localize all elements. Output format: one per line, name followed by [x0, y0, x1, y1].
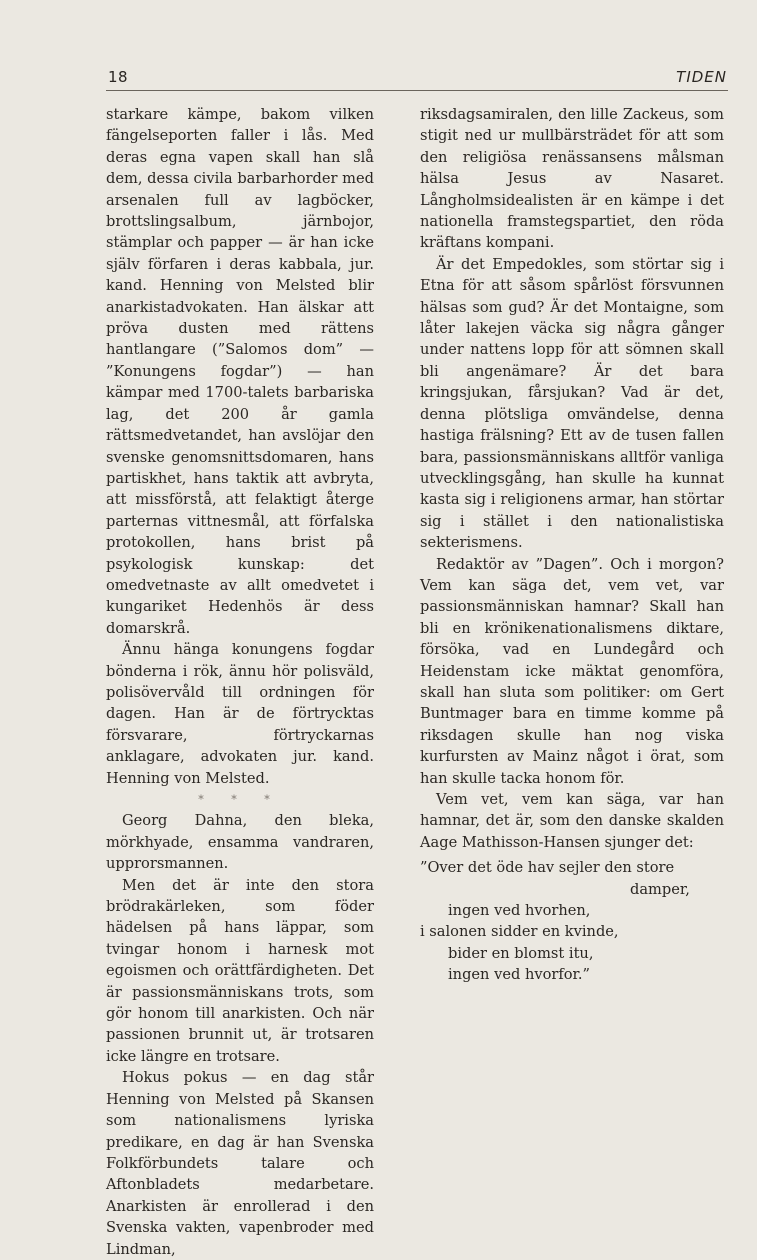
paragraph: Ännu hänga konungens fogdar bönderna i rök, ännu hör polisväld, polisövervåld till ordningen för dagen. Han är de förtrycktas försvarare, förtryckarnas anklagare, advokaten jur. kand. Henning von Melsted.	[106, 641, 374, 787]
right-column	[420, 104, 724, 986]
section-separator: * * *	[198, 793, 282, 806]
journal-title: TIDEN	[676, 68, 727, 86]
paragraph: riksdagsamiralen, den lille Zackeus, som stigit ned ur mullbärsträdet för att som den religiösa renässansens målsman hälsa Jesus av Nasaret. Långholmsidealisten är en kämpe i det nationella framstegspartiet, den röda kräftans kompani.	[420, 106, 724, 252]
poem-line: damper,	[630, 880, 690, 898]
poem-line: bider en blomst itu,	[448, 944, 594, 962]
page-number: 18	[108, 68, 129, 86]
paragraph: Är det Empedokles, som störtar sig i Etna för att såsom spårlöst försvunnen hälsas som gud? Är det Montaigne, som låter lakejen väcka sig några gånger under nattens lopp för att sömnen skall bli angenämare? Är det bara kringsjukan, fårsjukan? Vad är det, denna plötsliga omvändelse, denna hastiga frälsning? Ett av de tusen fallen bara, passionsmänniskans alltför vanliga utvecklingsgång, han skulle ha kunnat kasta sig i religionens armar, han störtar sig i stället i den nationalistiska sekterismens.	[420, 255, 724, 552]
poem-line: ingen ved hvorfor.”	[448, 966, 591, 984]
poem-line: ingen ved hvorhen,	[448, 902, 591, 920]
paragraph: starkare kämpe, bakom vilken fängelseporten faller i lås. Med deras egna vapen skall han slå dem, dessa civila barbarhorder med arsenalen full av lagböcker, brottslingsalbum, järnbojor, stämplar och papper — är han icke själv förfaren i deras kabbala, jur. kand. Henning von Melsted blir anarkistadvokaten. Han älskar att pröva dusten med rättens hantlangare (”Salomos dom” — ”Konungens fogdar”) — han kämpar med 1700-talets barbariska lag, det 200 år gamla rättsmedvetandet, han avslöjar den svenske genomsnittsdomaren, hans partiskhet, hans taktik att avbryta, att missförstå, att felaktigt återge parternas vittnesmål, att förfalska protokollen, hans brist på psykologisk kunskap: det omedvetnaste av allt omedvetet i kungariket Hedenhös är dess domarskrå.	[106, 106, 374, 637]
paragraph: Men det är inte den stora brödrakärleken, som föder hädelsen på hans läppar, som tvingar honom i harnesk mot egoismen och orättfärdigheten. Det är passionsmänniskans trots, som gör honom till anarkisten. Och när passionen brunnit ut, är trotsaren icke längre en trotsare.	[106, 876, 374, 1065]
paragraph: Vem vet, vem kan säga, var han hamnar, det är, som den danske skalden Aage Mathisson-Hansen sjunger det:	[420, 791, 724, 851]
paragraph: Redaktör av ”Dagen”. Och i morgon? Vem kan säga det, vem vet, var passionsmänniskan hamnar? Skall han bli en krönikenationalismens diktare, försöka, vad en Lundegård och Heidenstam icke mäktat genomföra, skall han sluta som politiker: om Gert Buntmager bara en timme komme på riksdagen skulle han nog viska kurfursten av Mainz något i örat, som han skulle tacka honom för.	[420, 555, 724, 787]
paragraph: Hokus pokus — en dag står Henning von Melsted på Skansen som nationalismens lyriska predikare, en dag är han Svenska Folkförbundets talare och Aftonbladets medarbetare. Anarkisten är enrollerad i den Svenska vakten, vapenbroder med Lindman,	[106, 1069, 374, 1258]
paragraph: Georg Dahna, den bleka, mörkhyade, ensamma vandraren, upprorsmannen.	[106, 812, 374, 873]
left-column	[106, 104, 374, 1260]
poem-line: i salonen sidder en kvinde,	[420, 923, 619, 941]
poem-quote	[420, 857, 724, 985]
poem-line: ”Over det öde hav sejler den store	[420, 859, 675, 877]
header-rule	[106, 90, 728, 91]
